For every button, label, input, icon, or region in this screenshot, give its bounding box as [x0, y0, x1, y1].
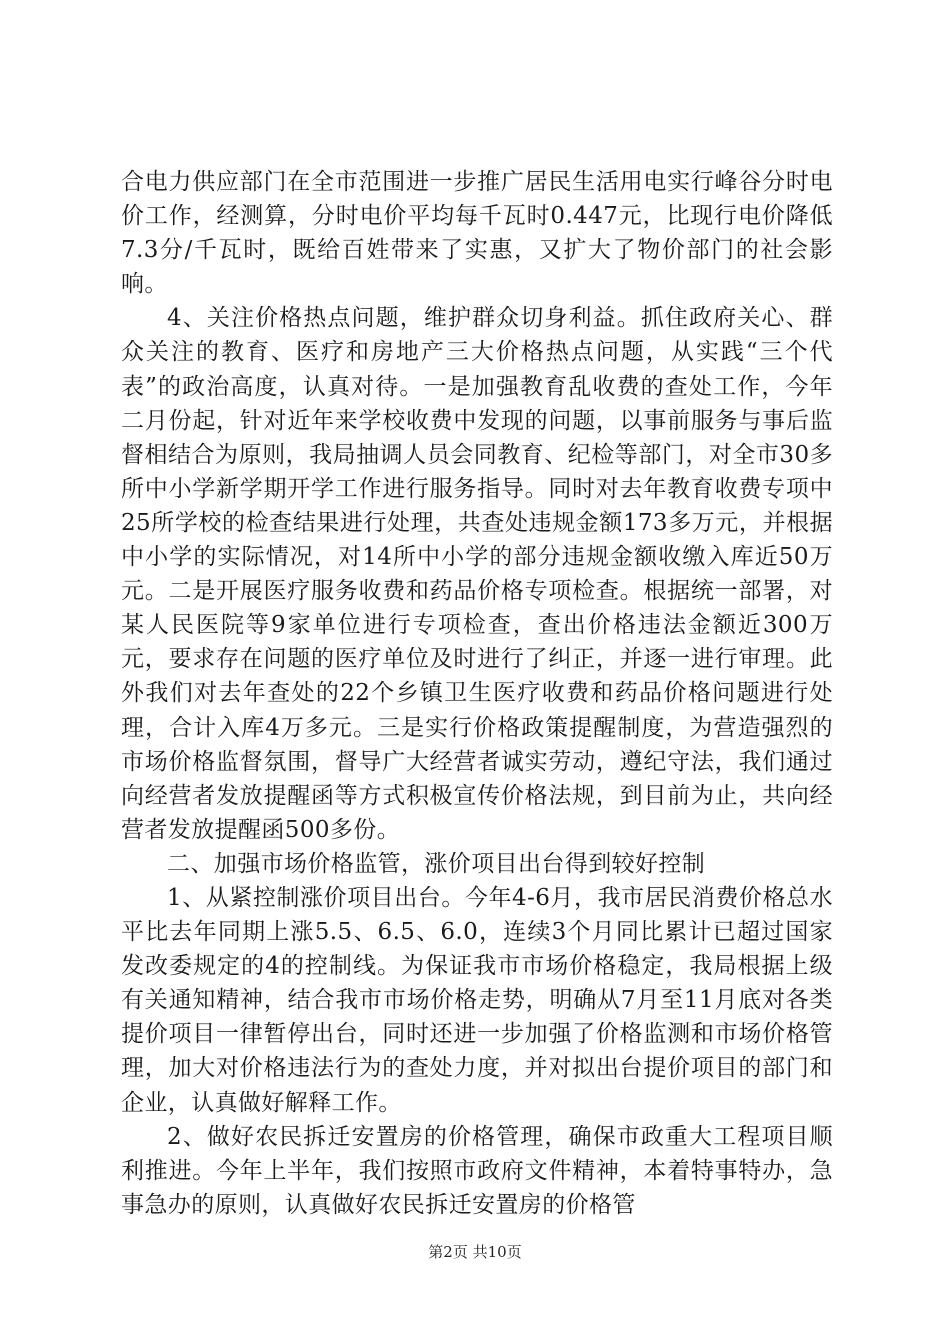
- paragraph-resettlement-housing: 2、做好农民拆迁安置房的价格管理，确保市政重大工程项目顺利推进。今年上半年，我们按照市政府文件精神，本着特事特办，急事急办的原则，认真做好农民拆迁安置房的价格管: [121, 1123, 833, 1218]
- section-heading-market-supervision: 二、加强市场价格监管，涨价项目出台得到较好控制: [167, 850, 706, 877]
- document-body: [121, 165, 833, 1222]
- paragraph-price-increase-control: 1、从紧控制涨价项目出台。今年4-6月，我市居民消费价格总水平比去年同期上涨5.5、6.5、6.0，连续3个月同比累计已超过国家发改委规定的4的控制线。为保证我市市场价格稳定，我局根据上级有关通知精神，结合我市市场价格走势，明确从7月至11月底对各类提价项目一律暂停出台，同时还进一步加强了价格监测和市场价格管理，加大对价格违法行为的查处力度，并对拟出台提价项目的部门和企业，认真做好解释工作。: [121, 884, 833, 1116]
- paragraph-price-hotspots: 4、关注价格热点问题，维护群众切身利益。抓住政府关心、群众关注的教育、医疗和房地产三大价格热点问题，从实践“三个代表”的政治高度，认真对待。一是加强教育乱收费的查处工作，今年二月份起，针对近年来学校收费中发现的问题，以事前服务与事后监督相结合为原则，我局抽调人员会同教育、纪检等部门，对全市30多所中小学新学期开学工作进行服务指导。同时对去年教育收费专项中25所学校的检查结果进行处理，共查处违规金额173多万元，并根据中小学的实际情况，对14所中小学的部分违规金额收缴入库近50万元。二是开展医疗服务收费和药品价格专项检查。根据统一部署，对某人民医院等9家单位进行专项检查，查出价格违法金额近300万元，要求存在问题的医疗单位及时进行了纠正，并逐一进行审理。此外我们对去年查处的22个乡镇卫生医疗收费和药品价格问题进行处理，合计入库4万多元。三是实行价格政策提醒制度，为营造强烈的市场价格监督氛围，督导广大经营者诚实劳动，遵纪守法，我们通过向经营者发放提醒函等方式积极宣传价格法规，到目前为止，共向经营者发放提醒函500多份。: [121, 305, 833, 843]
- paragraph-continuation: 合电力供应部门在全市范围进一步推广居民生活用电实行峰谷分时电价工作，经测算，分时电价平均每千瓦时0.447元，比现行电价降低7.3分/千瓦时，既给百姓带来了实惠，又扩大了物价部门的社会影响。: [121, 169, 833, 298]
- page-number-footer: 第2页 共10页: [428, 1243, 522, 1261]
